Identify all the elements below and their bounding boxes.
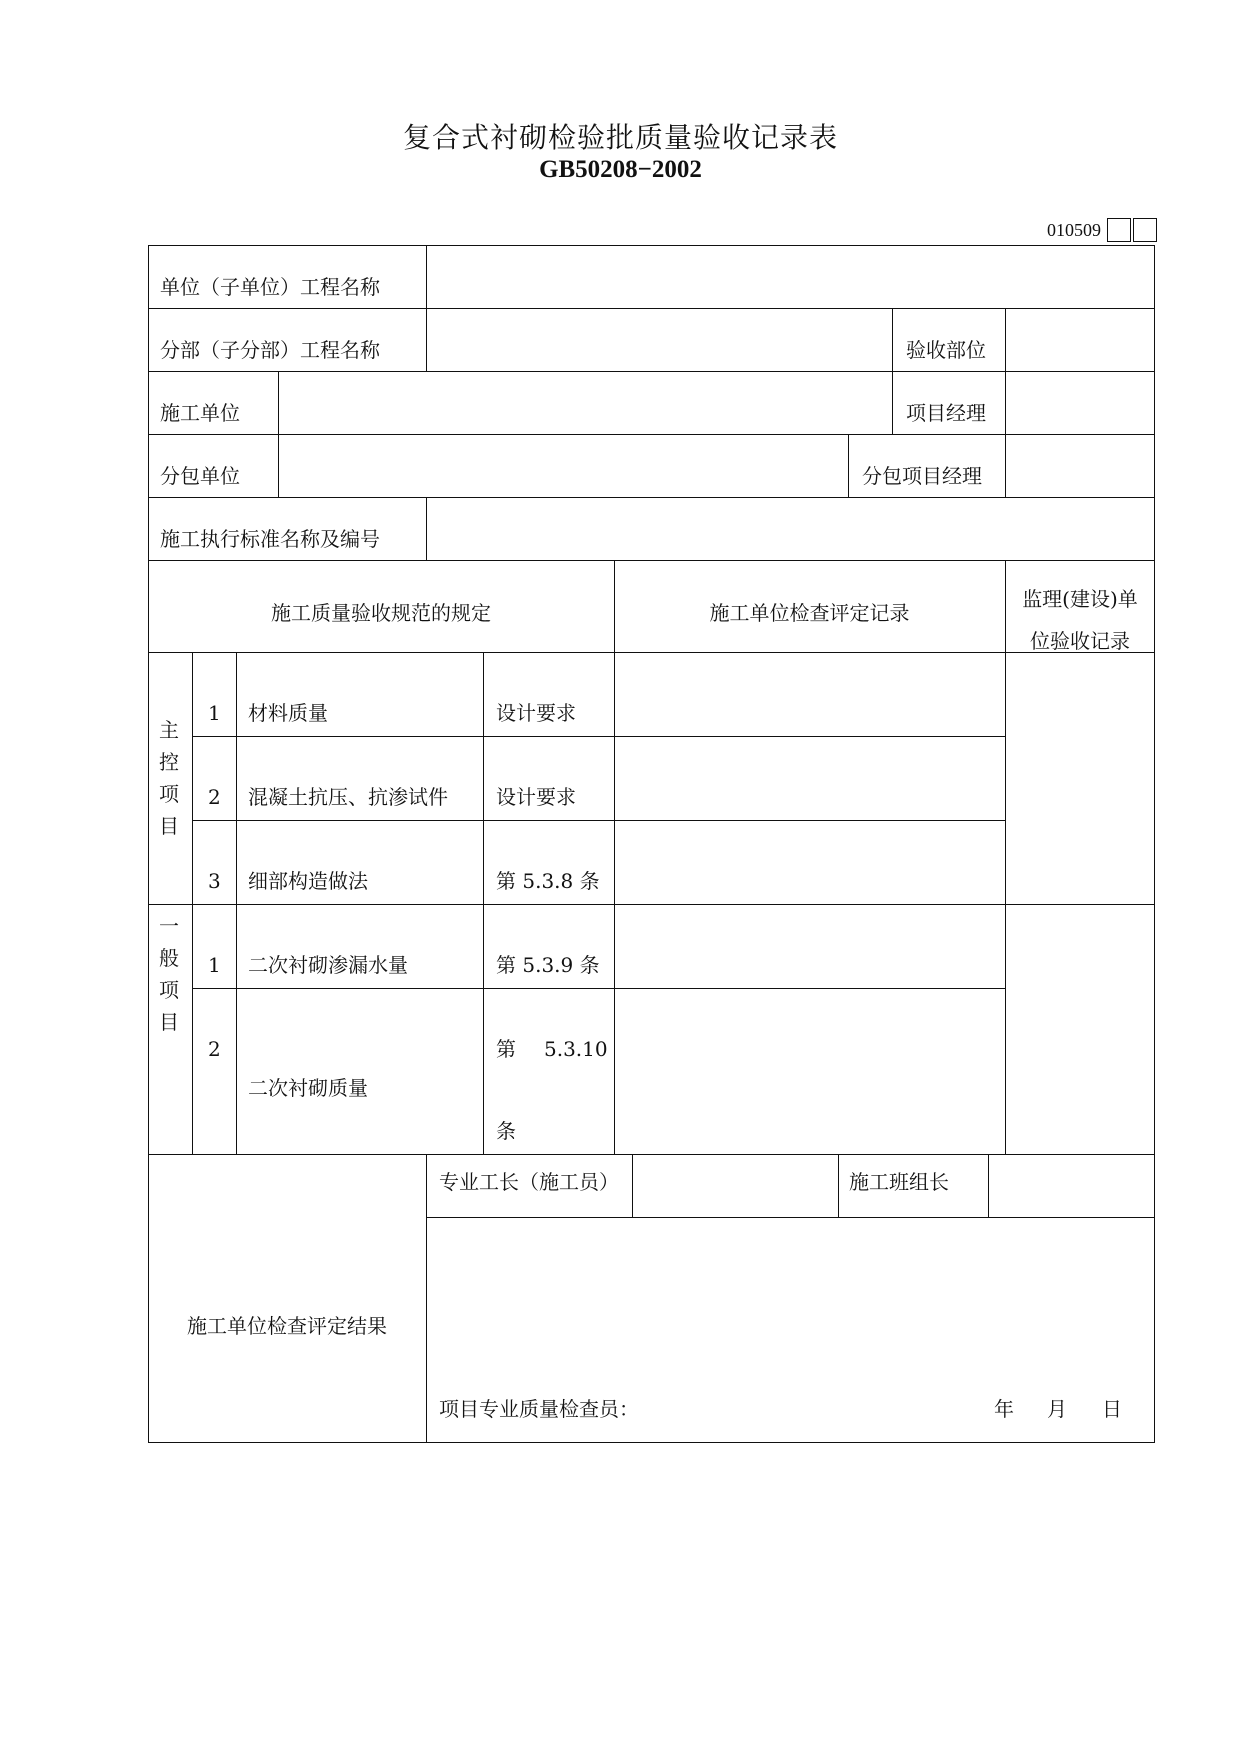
general-item-2-name: 二次衬砌质量	[248, 1076, 368, 1100]
result-label: 施工单位检查评定结果	[187, 1314, 387, 1338]
general-item-2-no: 2	[208, 1037, 221, 1061]
main-item-1-no: 1	[208, 701, 221, 725]
general-item-2-req-c: 条	[496, 1119, 516, 1143]
general-item-2-req-b: 5.3.10	[544, 1037, 608, 1061]
main-item-2-req: 设计要求	[496, 785, 576, 809]
acceptance-part-label: 验收部位	[906, 338, 986, 362]
form-title: 复合式衬砌检验批质量验收记录表	[402, 121, 838, 154]
date-year: 年	[994, 1397, 1014, 1421]
main-item-1-req: 设计要求	[496, 701, 576, 725]
team-leader-label: 施工班组长	[849, 1170, 949, 1194]
general-label: 一般项目	[159, 914, 179, 1034]
main-item-3-req: 第 5.3.8 条	[496, 869, 600, 893]
main-control-label: 主控项目	[159, 718, 179, 838]
construction-unit-label: 施工单位	[160, 401, 240, 425]
subcontract-pm-label: 分包项目经理	[862, 464, 982, 488]
main-item-2-name: 混凝土抗压、抗渗试件	[248, 785, 448, 809]
sub-project-name-label: 分部（子分部）工程名称	[160, 338, 380, 362]
supervisor-header: 监理(建设)单位验收记录	[1022, 587, 1138, 653]
date-day: 日	[1102, 1397, 1122, 1421]
form-number-box-2[interactable]	[1133, 218, 1157, 242]
standard-code: GB50208−2002	[539, 156, 702, 183]
main-item-2-no: 2	[208, 785, 221, 809]
main-item-3-no: 3	[208, 869, 221, 893]
main-item-3-name: 细部构造做法	[248, 869, 368, 893]
inspector-label: 项目专业质量检查员：	[439, 1397, 639, 1421]
foreman-label: 专业工长（施工员）	[439, 1170, 619, 1194]
general-item-1-req: 第 5.3.9 条	[496, 953, 600, 977]
date-month: 月	[1047, 1397, 1067, 1421]
general-item-1-name: 二次衬砌渗漏水量	[248, 953, 408, 977]
subcontract-unit-label: 分包单位	[160, 464, 240, 488]
form-number-box-1[interactable]	[1107, 218, 1131, 242]
project-manager-label: 项目经理	[906, 401, 986, 425]
form-number	[1047, 217, 1157, 243]
general-item-1-no: 1	[208, 953, 221, 977]
standard-name-label: 施工执行标准名称及编号	[160, 527, 380, 551]
spec-header: 施工质量验收规范的规定	[271, 601, 491, 625]
unit-project-name-label: 单位（子单位）工程名称	[160, 275, 380, 299]
check-record-header: 施工单位检查评定记录	[709, 601, 910, 625]
form-number-text: 010509	[1047, 219, 1101, 240]
general-item-2-req-a: 第	[496, 1037, 516, 1061]
main-item-1-name: 材料质量	[248, 701, 328, 725]
